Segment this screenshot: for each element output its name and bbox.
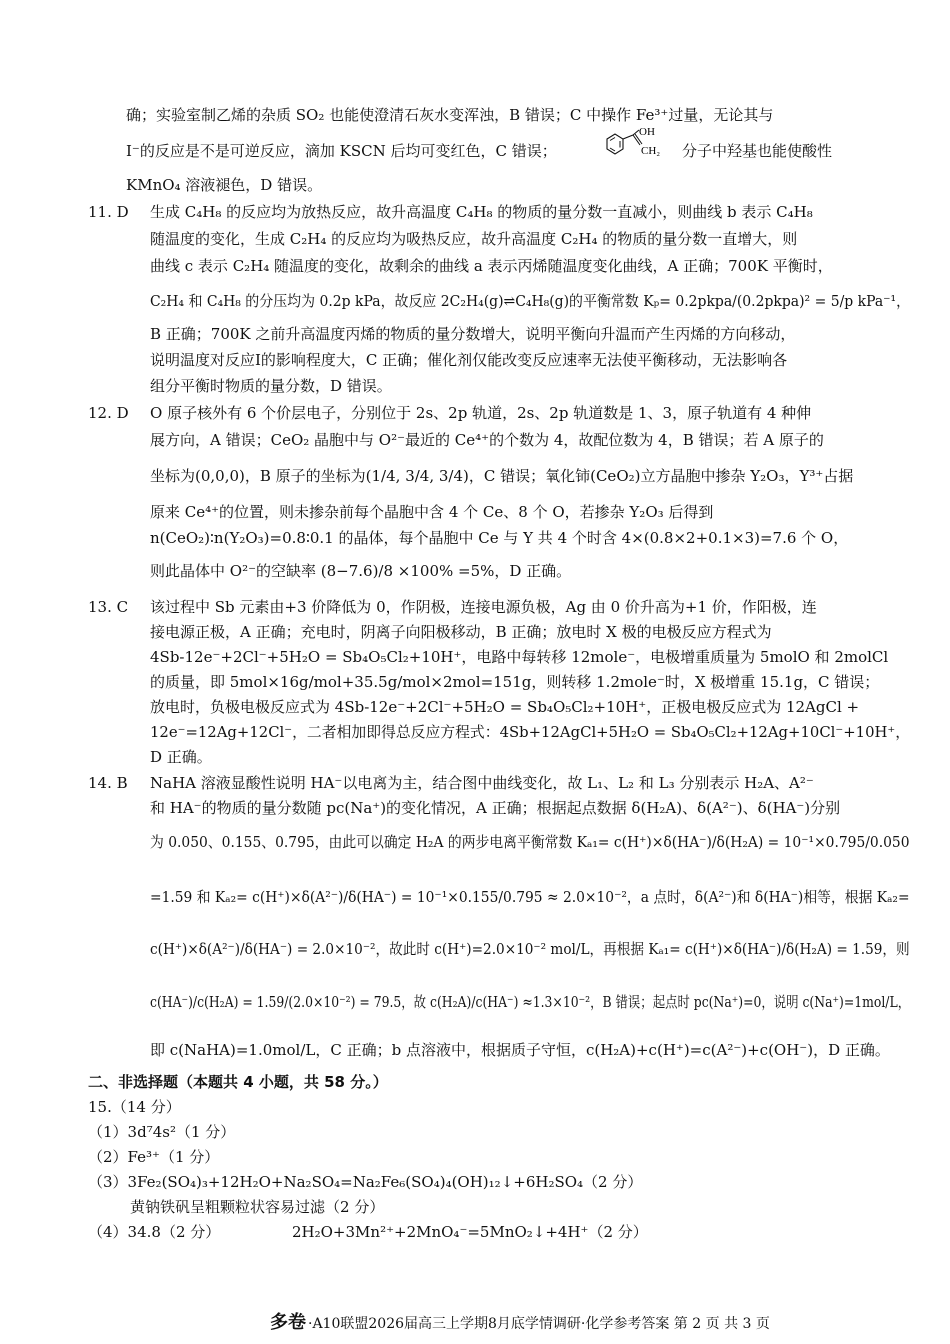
text-line: 生成 C₄H₈ 的反应均为放热反应，故升高温度 C₄H₈ 的物质的量分数一直减小，则曲线 b 表示 C₄H₈: [150, 203, 813, 221]
question-number: 12. D: [88, 404, 129, 422]
answer-line: 15.（14 分）: [88, 1098, 181, 1116]
text-line: 12e⁻=12Ag+12Cl⁻，二者相加即得总反应方程式：4Sb+12AgCl+5H₂O = Sb₄O₅Cl₂+12Ag+10Cl⁻+10H⁺，: [150, 723, 911, 741]
question-number: 14. B: [88, 774, 128, 792]
footer-logo: 多卷: [270, 1312, 306, 1333]
text-line: 展方向，A 错误；CeO₂ 晶胞中与 O²⁻最近的 Ce⁴⁺的个数为 4，故配位数为 4，B 错误；若 A 原子的: [150, 431, 824, 449]
text-line: 即 c(NaHA)=1.0mol/L，C 正确；b 点溶液中，根据质子守恒，c(H₂A)+c(H⁺)=c(A²⁻)+c(OH⁻)，D 正确。: [150, 1041, 890, 1059]
text-line: C₂H₄ 和 C₄H₈ 的分压均为 0.2p kPa，故反应 2C₂H₄(g)⇌C₄H₈(g)的平衡常数 Kₚ= 0.2pkpa/(0.2pkpa)² = 5/p kPa⁻¹，: [150, 292, 911, 310]
footer-text: ·A10联盟2026届高三上学期8月底学情调研·化学参考答案 第 2 页 共 3 页: [308, 1316, 770, 1332]
answer-line: 2H₂O+3Mn²⁺+2MnO₄⁻=5MnO₂↓+4H⁺（2 分）: [292, 1223, 648, 1241]
text-line: B 正确；700K 之前升高温度丙烯的物质的量分数增大，说明平衡向升温而产生丙烯的方向移动，: [150, 325, 796, 343]
question-number: 13. C: [88, 598, 129, 616]
text-line: 确；实验室制乙烯的杂质 SO₂ 也能使澄清石灰水变浑浊，B 错误；C 中操作 Fe³⁺过量，无论其与: [126, 106, 774, 124]
text-line: c(H⁺)×δ(A²⁻)/δ(HA⁻) = 2.0×10⁻²，故此时 c(H⁺)=2.0×10⁻² mol/L，再根据 Kₐ₁= c(H⁺)×δ(HA⁻)/δ(H₂A) = 1.59，则: [150, 940, 910, 958]
text-line: D 正确。: [150, 748, 212, 766]
text-line: 该过程中 Sb 元素由+3 价降低为 0，作阴极，连接电源负极，Ag 由 0 价升高为+1 价，作阳极，连: [150, 598, 817, 616]
text-line: 放电时，负极电极反应式为 4Sb-12e⁻+2Cl⁻+5H₂O = Sb₄O₅Cl₂+10H⁺，正极电极反应式为 12AgCl +: [150, 698, 860, 716]
text-line: 接电源正极，A 正确；充电时，阴离子向阳极移动，B 正确；放电时 X 极的电极反应方程式为: [150, 623, 772, 641]
text-line: 为 0.050、0.155、0.795，由此可以确定 H₂A 的两步电离平衡常数 Kₐ₁= c(H⁺)×δ(HA⁻)/δ(H₂A) = 10⁻¹×0.795/0.050: [150, 833, 910, 851]
ch2-label: CH₂: [641, 145, 661, 157]
text-line: 分子中羟基也能使酸性: [682, 142, 833, 160]
text-line: 4Sb-12e⁻+2Cl⁻+5H₂O = Sb₄O₅Cl₂+10H⁺，电路中每转移 12mole⁻，电极增重质量为 5molO 和 2molCl: [150, 648, 889, 666]
answer-line: 黄钠铁矾呈粗颗粒状容易过滤（2 分）: [130, 1198, 385, 1216]
text-line: 原来 Ce⁴⁺的位置，则未掺杂前每个晶胞中含 4 个 Ce、8 个 O，若掺杂 Y₂O₃ 后得到: [150, 503, 714, 521]
text-line: NaHA 溶液显酸性说明 HA⁻以电离为主，结合图中曲线变化，故 L₁、L₂ 和 L₃ 分别表示 H₂A、A²⁻: [150, 774, 814, 792]
text-line: 和 HA⁻的物质的量分数随 pc(Na⁺)的变化情况，A 正确；根据起点数据 δ(H₂A)、δ(A²⁻)、δ(HA⁻)分别: [150, 799, 841, 817]
text-line: 坐标为(0,0,0)，B 原子的坐标为(1/4, 3/4, 3/4)，C 错误；氧化铈(CeO₂)立方晶胞中掺杂 Y₂O₃，Y³⁺占据: [150, 467, 854, 485]
answer-line: （1）3d⁷4s²（1 分）: [88, 1123, 236, 1141]
oh-label: OH: [639, 127, 655, 138]
question-number: 11. D: [88, 203, 129, 221]
text-line: =1.59 和 Kₐ₂= c(H⁺)×δ(A²⁻)/δ(HA⁻) = 10⁻¹×0.155/0.795 ≈ 2.0×10⁻²，a 点时，δ(A²⁻)和 δ(HA⁻)相等，根据 Kₐ₂=: [150, 888, 910, 906]
text-line: c(HA⁻)/c(H₂A) = 1.59/(2.0×10⁻²) = 79.5，故 c(H₂A)/c(HA⁻) ≈1.3×10⁻²，B 错误；起点时 pc(Na⁺)=0，说明 c(Na⁺)=1mol/L，: [150, 993, 911, 1011]
text-line: n(CeO₂)∶n(Y₂O₃)=0.8∶0.1 的晶体，每个晶胞中 Ce 与 Y 共 4 个时含 4×(0.8×2+0.1×3)=7.6 个 O，: [150, 529, 849, 547]
text-line: 随温度的变化，生成 C₂H₄ 的反应均为吸热反应，故升高温度 C₂H₄ 的物质的量分数一直增大，则: [150, 230, 798, 248]
answer-line: （2）Fe³⁺（1 分）: [88, 1148, 220, 1166]
text-line: 曲线 c 表示 C₂H₄ 随温度的变化，故剩余的曲线 a 表示丙烯随温度变化曲线，A 正确；700K 平衡时，: [150, 257, 833, 275]
text-line: KMnO₄ 溶液褪色，D 错误。: [126, 176, 323, 194]
text-line: O 原子核外有 6 个价层电子，分别位于 2s、2p 轨道，2s、2p 轨道数是 1、3，原子轨道有 4 种伸: [150, 404, 812, 422]
text-line: 则此晶体中 O²⁻的空缺率 (8−7.6)/8 ×100% =5%，D 正确。: [150, 562, 572, 580]
text-line: 的质量，即 5mol×16g/mol+35.5g/mol×2mol=151g，则转移 1.2mole⁻时，X 极增重 15.1g，C 错误；: [150, 673, 880, 691]
page-footer: [270, 1308, 770, 1334]
answer-line: （3）3Fe₂(SO₄)₃+12H₂O+Na₂SO₄=Na₂Fe₆(SO₄)₄(OH)₁₂↓+6H₂SO₄（2 分）: [88, 1173, 643, 1191]
text-line: 说明温度对反应I的影响程度大，C 正确；催化剂仅能改变反应速率无法使平衡移动，无法影响各: [150, 351, 788, 369]
text-line: I⁻的反应是不是可逆反应，滴加 KSCN 后均可变红色，C 错误；: [126, 142, 557, 160]
styrene-alcohol-structure: [597, 127, 679, 161]
text-line: 组分平衡时物质的量分数，D 错误。: [150, 377, 392, 395]
section-heading: 二、非选择题（本题共 4 小题，共 58 分。）: [88, 1073, 388, 1091]
answer-line: （4）34.8（2 分）: [88, 1223, 221, 1241]
